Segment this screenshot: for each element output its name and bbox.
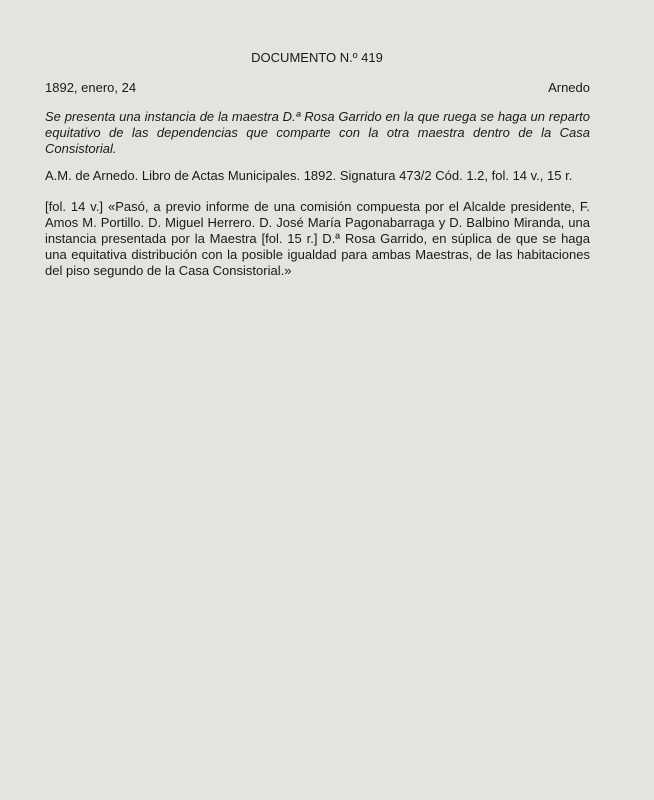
document-place: Arnedo bbox=[548, 80, 590, 95]
document-body: [fol. 14 v.] «Pasó, a previo informe de una comisión compuesta por el Alcalde presidente, F. Amos M. Portillo. D. Miguel Herrero. D. José María Pagonabarraga y D. Balbino Miranda, una instancia presentada por la Maestra [fol. 15 r.] D.ª Rosa Garrido, en súplica de que se haga una equitativa distribución con la posible igualdad para ambas Maestras, de las habitaciones del piso segundo de la Casa Consistorial.» bbox=[45, 199, 590, 278]
document-summary: Se presenta una instancia de la maestra D.ª Rosa Garrido en la que ruega se haga un reparto equitativo de las dependencias que comparte con la otra maestra dentro de la Casa Consistorial. bbox=[45, 109, 590, 156]
document-header bbox=[45, 80, 590, 96]
document-source: A.M. de Arnedo. Libro de Actas Municipales. 1892. Signatura 473/2 Cód. 1.2, fol. 14 v., 15 r. bbox=[45, 168, 573, 183]
document-date: 1892, enero, 24 bbox=[45, 80, 137, 95]
document-title: DOCUMENTO N.º 419 bbox=[251, 50, 383, 65]
